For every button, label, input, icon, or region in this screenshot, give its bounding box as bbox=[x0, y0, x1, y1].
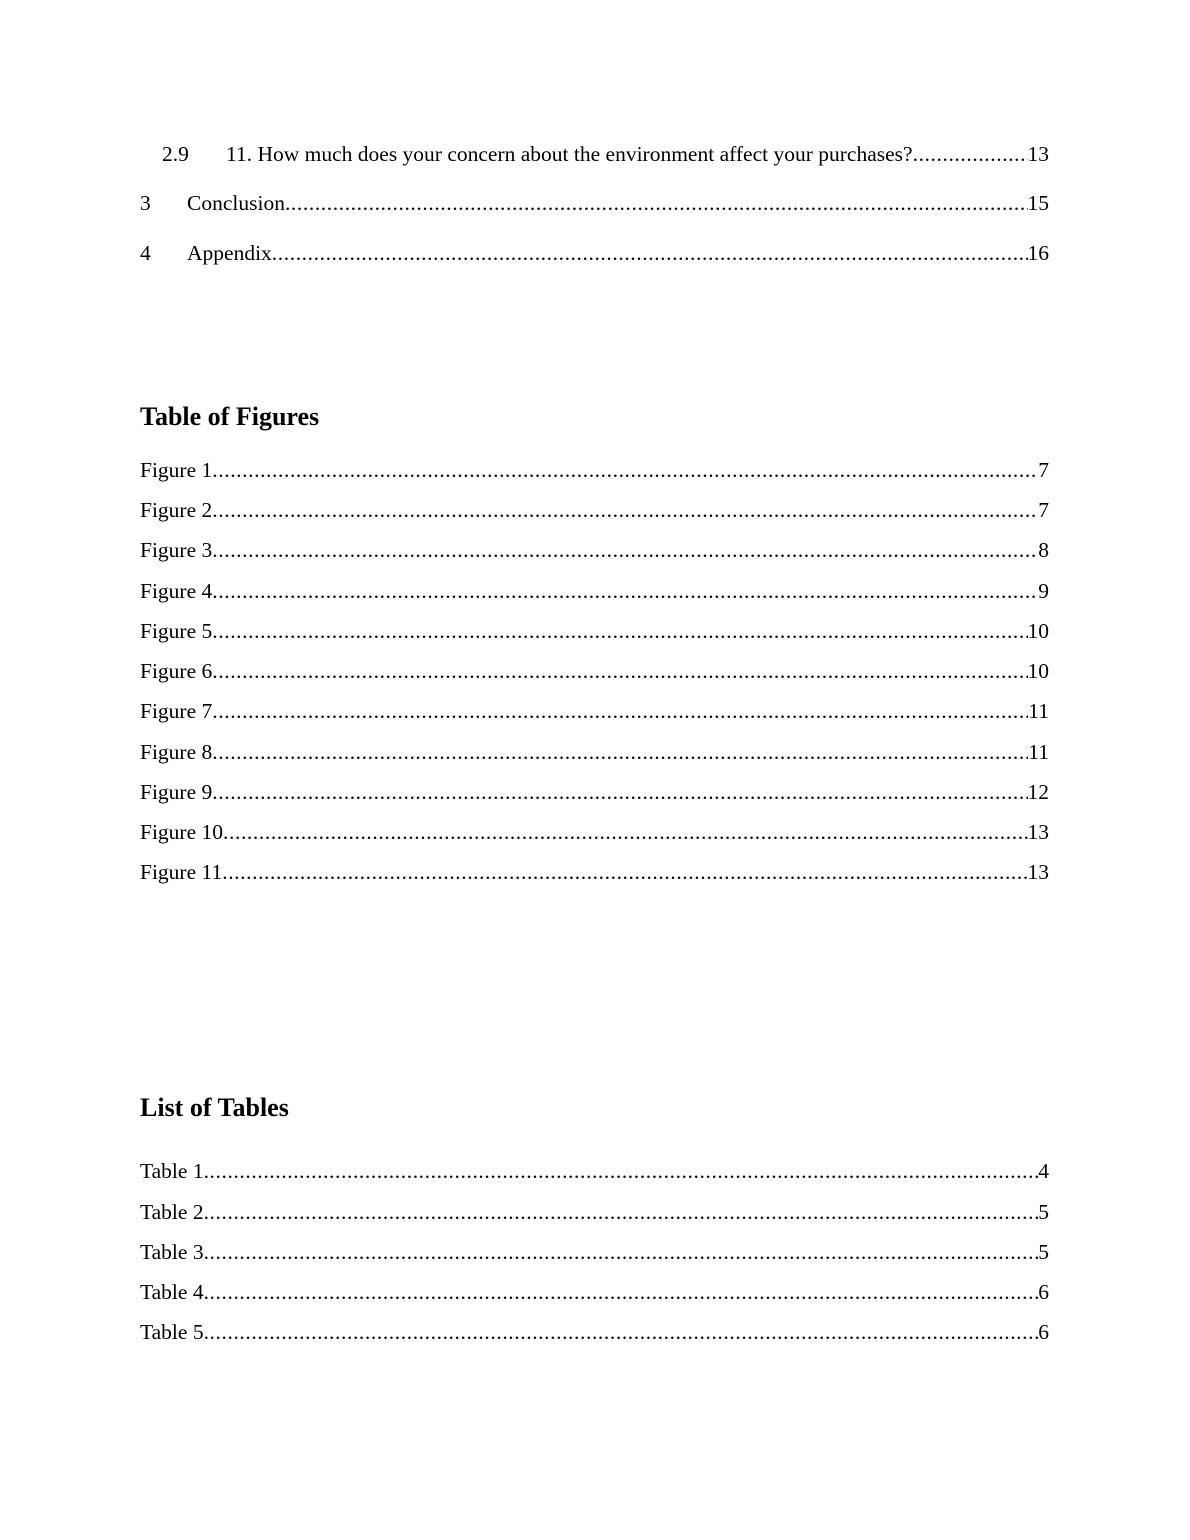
figure-label: Figure 11 bbox=[140, 860, 223, 884]
figure-entry[interactable] bbox=[140, 537, 1049, 563]
figure-page: 11 bbox=[1028, 699, 1049, 723]
toc-entry-title: 11. How much does your concern about the environment affect your purchases? bbox=[226, 142, 913, 166]
toc-entry-appendix[interactable] bbox=[140, 240, 1049, 266]
figure-page: 10 bbox=[1027, 659, 1049, 683]
figure-page: 10 bbox=[1027, 619, 1049, 643]
leader-dots bbox=[222, 859, 1027, 885]
table-of-figures-heading: Table of Figures bbox=[140, 402, 320, 431]
toc-entry-number: 3 bbox=[140, 191, 151, 215]
table-entry[interactable] bbox=[140, 1199, 1049, 1225]
table-entry[interactable] bbox=[140, 1158, 1049, 1184]
leader-dots bbox=[212, 537, 1038, 563]
toc-leader-dots bbox=[913, 141, 1028, 167]
leader-dots bbox=[212, 578, 1038, 604]
table-label: Table 3 bbox=[140, 1240, 204, 1264]
toc-entry-title: Conclusion bbox=[187, 191, 285, 215]
figure-label: Figure 2 bbox=[140, 498, 213, 522]
toc-leader-dots bbox=[285, 190, 1028, 216]
toc-entry-number: 2.9 bbox=[162, 142, 189, 166]
toc-entry-page: 13 bbox=[1027, 142, 1049, 166]
toc-entry-conclusion[interactable] bbox=[140, 190, 1049, 216]
table-entry[interactable] bbox=[140, 1239, 1049, 1265]
figure-page: 9 bbox=[1038, 579, 1049, 603]
figure-entry[interactable] bbox=[140, 779, 1049, 805]
figure-entry[interactable] bbox=[140, 658, 1049, 684]
toc-leader-dots bbox=[272, 240, 1028, 266]
table-entry[interactable] bbox=[140, 1319, 1049, 1345]
leader-dots bbox=[204, 1319, 1039, 1345]
figure-page: 8 bbox=[1038, 538, 1049, 562]
leader-dots bbox=[212, 739, 1028, 765]
table-page: 4 bbox=[1038, 1159, 1049, 1183]
leader-dots bbox=[212, 658, 1027, 684]
table-page: 5 bbox=[1038, 1200, 1049, 1224]
table-label: Table 1 bbox=[140, 1159, 204, 1183]
table-label: Table 5 bbox=[140, 1320, 204, 1344]
leader-dots bbox=[212, 497, 1038, 523]
leader-dots bbox=[212, 698, 1028, 724]
figure-label: Figure 6 bbox=[140, 659, 213, 683]
table-page: 5 bbox=[1038, 1240, 1049, 1264]
toc-entry-title: Appendix bbox=[187, 241, 272, 265]
leader-dots bbox=[204, 1279, 1039, 1305]
figure-label: Figure 8 bbox=[140, 740, 213, 764]
table-label: Table 4 bbox=[140, 1280, 204, 1304]
table-page: 6 bbox=[1038, 1320, 1049, 1344]
figure-label: Figure 10 bbox=[140, 820, 224, 844]
figure-entry[interactable] bbox=[140, 497, 1049, 523]
leader-dots bbox=[212, 779, 1027, 805]
table-entry[interactable] bbox=[140, 1279, 1049, 1305]
leader-dots bbox=[204, 1239, 1039, 1265]
list-of-tables-heading: List of Tables bbox=[140, 1093, 289, 1122]
figure-label: Figure 7 bbox=[140, 699, 213, 723]
figure-page: 7 bbox=[1038, 458, 1049, 482]
figure-page: 7 bbox=[1038, 498, 1049, 522]
figure-entry[interactable] bbox=[140, 819, 1049, 845]
toc-entry-page: 16 bbox=[1027, 241, 1049, 265]
figure-page: 13 bbox=[1027, 820, 1049, 844]
figure-entry[interactable] bbox=[140, 739, 1049, 765]
figure-label: Figure 3 bbox=[140, 538, 213, 562]
leader-dots bbox=[223, 819, 1027, 845]
table-page: 6 bbox=[1038, 1280, 1049, 1304]
toc-entry-2-9[interactable] bbox=[162, 141, 1049, 167]
figure-entry[interactable] bbox=[140, 859, 1049, 885]
toc-entry-page: 15 bbox=[1027, 191, 1049, 215]
figure-entry[interactable] bbox=[140, 698, 1049, 724]
figure-page: 13 bbox=[1027, 860, 1049, 884]
figure-entry[interactable] bbox=[140, 457, 1049, 483]
figure-page: 12 bbox=[1027, 780, 1049, 804]
leader-dots bbox=[204, 1199, 1039, 1225]
leader-dots bbox=[212, 618, 1027, 644]
figure-label: Figure 9 bbox=[140, 780, 213, 804]
figure-label: Figure 5 bbox=[140, 619, 213, 643]
toc-entry-number: 4 bbox=[140, 241, 151, 265]
leader-dots bbox=[212, 457, 1038, 483]
figure-label: Figure 1 bbox=[140, 458, 213, 482]
figure-label: Figure 4 bbox=[140, 579, 213, 603]
figure-entry[interactable] bbox=[140, 578, 1049, 604]
leader-dots bbox=[204, 1158, 1039, 1184]
figure-entry[interactable] bbox=[140, 618, 1049, 644]
table-label: Table 2 bbox=[140, 1200, 204, 1224]
figure-page: 11 bbox=[1028, 740, 1049, 764]
